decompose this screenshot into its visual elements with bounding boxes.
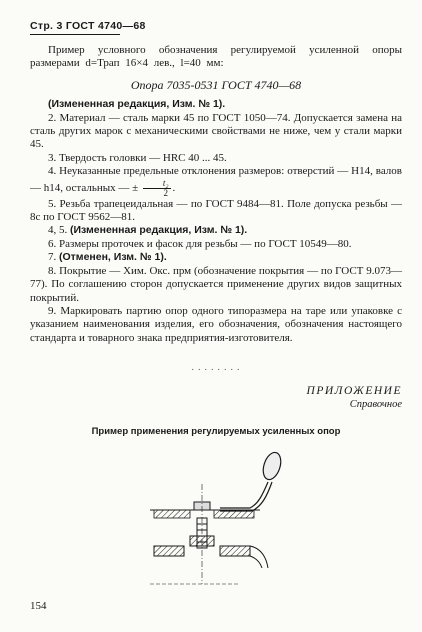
edition-note-1-text: (Измененная редакция, Изм. № 1). [48, 98, 226, 111]
clause-4-end: . [172, 181, 176, 194]
tolerance-fraction [143, 179, 171, 198]
example-designation: Опора 7035-0531 ГОСТ 4740—68 [130, 77, 302, 92]
document-body [30, 44, 402, 439]
page-number: 154 [30, 600, 47, 612]
base-part [154, 546, 268, 568]
clause-4 [30, 165, 402, 197]
clause-2: 2. Материал — сталь марки 45 по ГОСТ 1050—74. Допускается замена на сталь других марок с механическими свойствами не ниже, чем у стали марки 45. [30, 111, 402, 151]
appendix-title: ПРИЛОЖЕНИЕ [306, 384, 402, 397]
appendix-subtitle: Справочное [349, 398, 402, 410]
clause-7-number: 7. [48, 251, 57, 264]
clause-6: 6. Размеры проточек и фасок для резьбы — по ГОСТ 10549—80. [48, 237, 352, 250]
clause-4-5-number: 4, 5. [48, 224, 68, 237]
clause-9: 9. Маркировать партию опор одного типоразмера на таре или упаковке с указанием наименования изделия, его обозначения, обозначения настоящего стандарта и товарного знака предприятия-изготовителя. [30, 304, 402, 344]
clause-7-note: (Отменен, Изм. № 1). [59, 251, 167, 264]
screw-assembly [190, 484, 214, 584]
clause-7 [30, 251, 402, 264]
fraction-denominator: 2 [163, 187, 168, 198]
example-intro: Пример условного обозначения регулируемой усиленной опоры размерами d=Трап 16×4 лев., l=40 мм: [30, 44, 402, 70]
clause-4-text: 4. Неуказанные предельные отклонения размеров: отверстий — H14, валов — h14, остальных — ± [30, 165, 402, 194]
clause-4-5-edition [30, 224, 402, 237]
crank-handle [220, 450, 284, 511]
fraction-numerator: t₂ [143, 179, 171, 189]
clause-3: 3. Твердость головки — HRC 40 ... 45. [48, 151, 227, 164]
section-separator: . . . . . . . . [191, 362, 241, 373]
page-header: Стр. 3 ГОСТ 4740—68 [30, 20, 146, 35]
support-usage-drawing [150, 444, 370, 589]
clause-4-5-note: (Измененная редакция, Изм. № 1). [70, 224, 248, 237]
edition-note-1 [30, 98, 402, 111]
clause-5: 5. Резьба трапецеидальная — по ГОСТ 9484—81. Поле допуска резьбы — 8с по ГОСТ 9562—81. [30, 197, 402, 224]
clause-8: 8. Покрытие — Хим. Окс. прм (обозначение покрытия — по ГОСТ 9.073—77). По соглашению сторон допускается применение других видов защитных покрытий. [30, 264, 402, 304]
figure-caption: Пример применения регулируемых усиленных опор [91, 426, 341, 438]
